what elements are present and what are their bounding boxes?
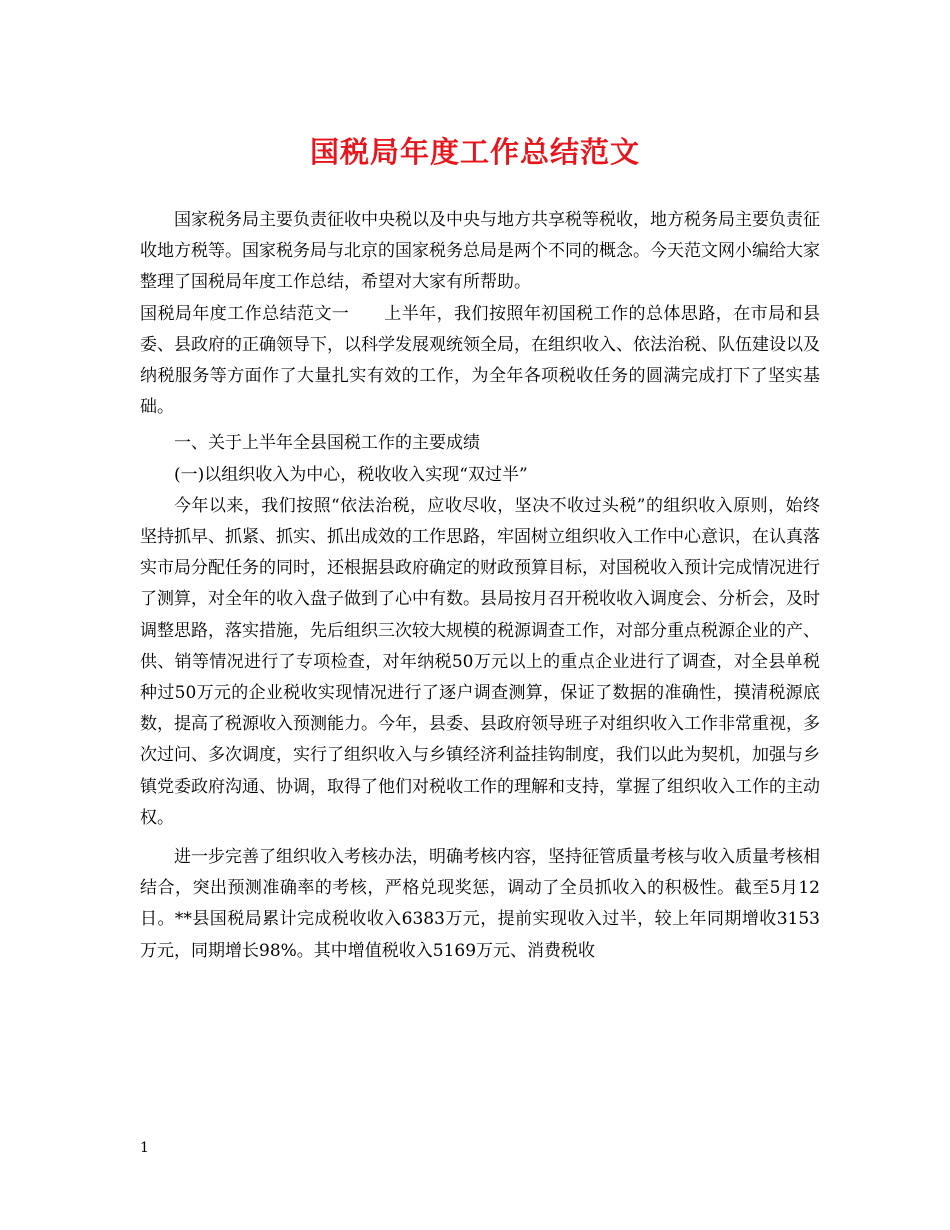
revenue-work-paragraph: 今年以来，我们按照“依法治税，应收尽收，坚决不收过头税”的组织收入原则，始终坚持抓早、抓紧、抓实、抓出成效的工作思路，牢固树立组织收入工作中心意识，在认真落实市局分配任务的同时，还根据县政府确定的财政预算目标，对国税收入预计完成情况进行了测算，对全年的收入盘子做到了心中有数。县局按月召开税收收入调度会、分析会，及时调整思路，落实措施，先后组织三次较大规模的税源调查工作，对部分重点税源企业的产、供、销等情况进行了专项检查，对年纳税50万元以上的重点企业进行了调查，对全县单税种过50万元的企业税收实现情况进行了逐户调查测算，保证了数据的准确性，摸清税源底数，提高了税源收入预测能力。今年，县委、县政府领导班子对组织收入工作非常重视，多次过问、多次调度，实行了组织收入与乡镇经济利益挂钩制度，我们以此为契机，加强与乡镇党委政府沟通、协调，取得了他们对税收工作的理解和支持，掌握了组织收入工作的主动权。 bbox=[140, 495, 820, 828]
document-body bbox=[140, 205, 820, 967]
section-heading: 一、关于上半年全县国税工作的主要成绩 bbox=[174, 433, 480, 454]
assessment-paragraph: 进一步完善了组织收入考核办法，明确考核内容，坚持征管质量考核与收入质量考核相结合，突出预测准确率的考核，严格兑现奖惩，调动了全员抓收入的积极性。截至5月12日。**县国税局累计完成税收收入6383万元，提前实现收入过半，较上年同期增收3153万元，同期增长98%。其中增值税收入5169万元、消费税收 bbox=[140, 847, 820, 961]
document-title: 国税局年度工作总结范文 bbox=[309, 135, 640, 169]
page-number: 1 bbox=[140, 1140, 149, 1156]
intro-paragraph: 国家税务局主要负责征收中央税以及中央与地方共享税等税收，地方税务局主要负责征收地方税等。国家税务局与北京的国家税务总局是两个不同的概念。今天范文网小编给大家整理了国税局年度工作总结，希望对大家有所帮助。 bbox=[140, 210, 820, 293]
sample-one-paragraph: 国税局年度工作总结范文一 上半年，我们按照年初国税工作的总体思路，在市局和县委、县政府的正确领导下，以科学发展观统领全局，在组织收入、依法治税、队伍建设以及纳税服务等方面作了大量扎实有效的工作，为全年各项税收任务的圆满完成打下了坚实基础。 bbox=[140, 303, 820, 418]
subsection-heading: (一)以组织收入为中心，税收收入实现“双过半” bbox=[174, 464, 528, 485]
